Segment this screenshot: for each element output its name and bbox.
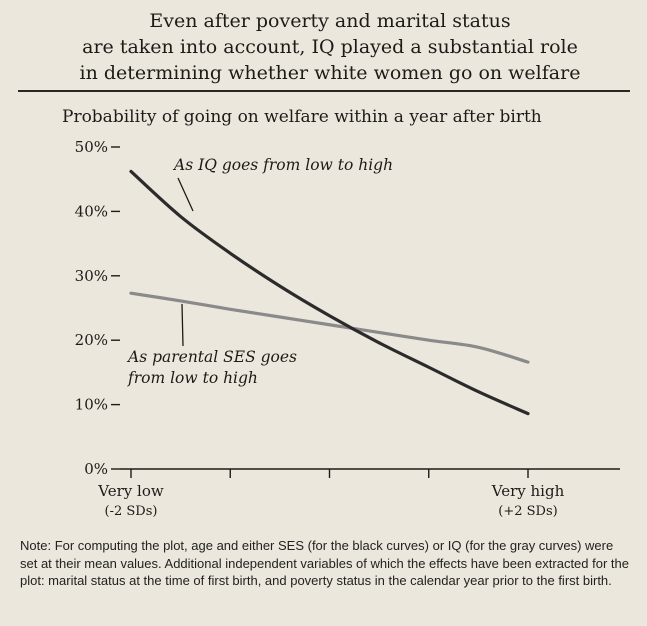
ses-annotation-text-line-2: from low to high — [128, 369, 258, 387]
chart-subtitle: Probability of going on welfare within a year after birth — [62, 107, 542, 127]
title-line-2: are taken into account, IQ played a substantial role — [82, 36, 578, 58]
iq-annotation-text: As IQ goes from low to high — [174, 156, 394, 174]
note-text: : For computing the plot, age and either SES (for the black curves) or IQ (for the gray curves) were set at their mean values. Additional independent variables of which the effects have been extracted for the plot: marital status at the time of first birth, and poverty status in the calendar year prior to the first birth. — [20, 538, 629, 588]
y-tick-label: 0% — [84, 460, 108, 478]
y-tick-label: 30% — [74, 266, 108, 285]
note-lead: Note — [20, 538, 48, 553]
y-tick-label: 20% — [74, 331, 108, 350]
y-tick-label: 50% — [74, 138, 108, 156]
iq-annotation-leader — [178, 178, 193, 211]
y-tick-label: 40% — [74, 202, 108, 221]
y-tick-label: 10% — [74, 395, 108, 414]
x-tick-label: Very high — [491, 482, 565, 500]
axes — [120, 147, 620, 470]
title-line-1: Even after poverty and marital status — [149, 10, 511, 32]
x-tick-sublabel: (-2 SDs) — [104, 504, 158, 519]
chart-note — [20, 537, 630, 590]
x-tick-label: Very low — [98, 482, 164, 500]
ses-annotation-text-line-1: As parental SES goes — [128, 348, 298, 366]
x-axis-ticks — [97, 469, 564, 519]
ses-annotation-leader — [182, 304, 183, 346]
title-line-3: in determining whether white women go on welfare — [79, 62, 581, 84]
x-tick-sublabel: (+2 SDs) — [498, 504, 558, 519]
y-axis-ticks — [75, 138, 120, 478]
